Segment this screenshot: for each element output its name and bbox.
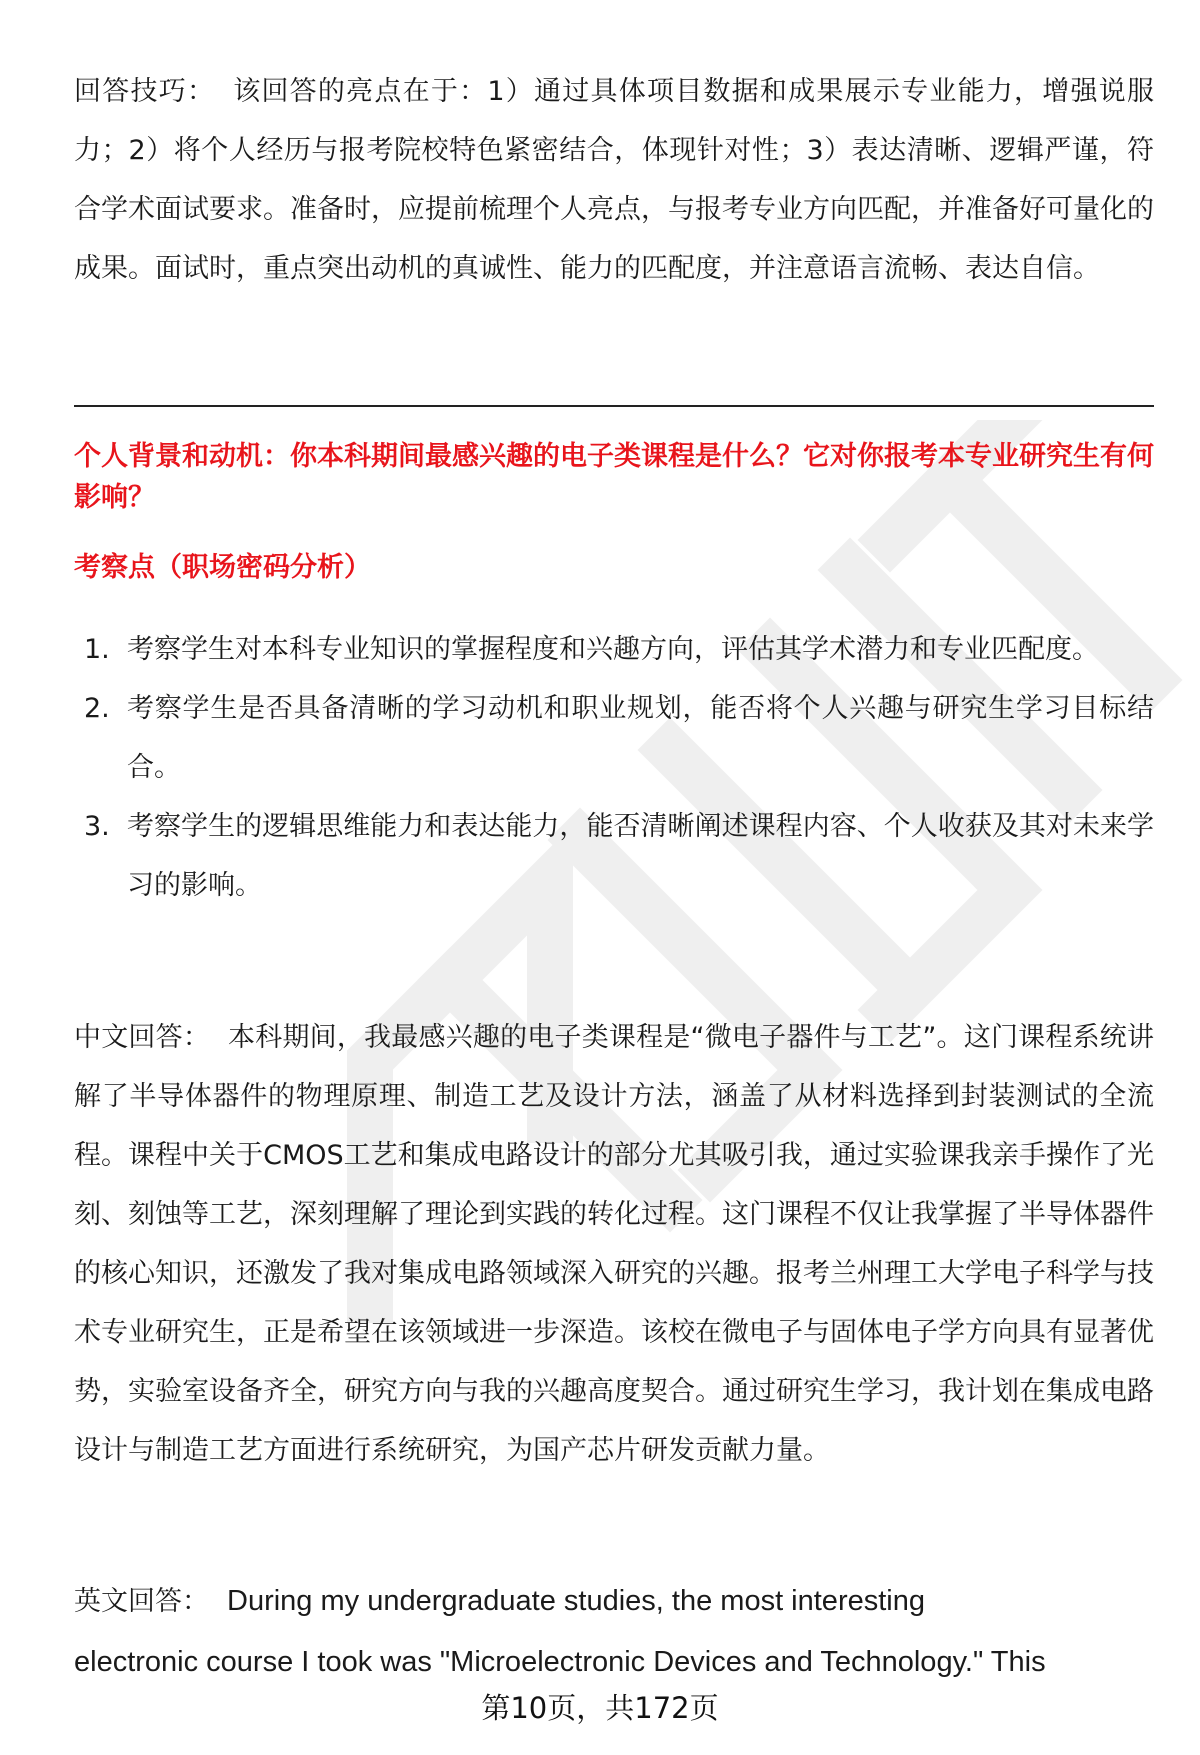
answer-tips-text: 该回答的亮点在于：1）通过具体项目数据和成果展示专业能力，增强说服力；2）将个人经历与报考院校特色紧密结合，体现针对性；3）表达清晰、逻辑严谨，符合学术面试要求。准备时，应提前梳理个人亮点，与报考专业方向匹配，并准备好可量化的成果。面试时，重点突出动机的真诚性、能力的匹配度，并注意语言流畅、表达自信。 [74,76,1155,284]
page-number-footer: 第10页，共172页 [481,1691,719,1725]
chinese-answer-label: 中文回答： [74,1022,211,1053]
assessment-point-number: 1. [84,634,110,665]
chinese-answer-paragraph [74,1008,1154,1480]
assessment-points-list [74,620,1154,915]
english-answer-text-line2: electronic course I took was "Microelectronic Devices and Technology." This [74,1646,1046,1678]
question-heading: 个人背景和动机：你本科期间最感兴趣的电子类课程是什么？它对你报考本专业研究生有何影响？ [74,441,1154,513]
assessment-point-item [74,620,1154,679]
answer-tips-paragraph [74,62,1154,298]
section-divider [74,405,1154,407]
answer-tips-section [74,62,1154,298]
assessment-point-item [74,679,1154,797]
assessment-point-text: 考察学生是否具备清晰的学习动机和职业规划，能否将个人兴趣与研究生学习目标结合。 [127,693,1154,783]
english-answer-line [74,1571,1154,1632]
english-answer-label: 英文回答： [74,1586,209,1617]
english-answer-section [74,1571,1154,1692]
answer-tips-label: 回答技巧： [74,76,216,107]
assessment-points-title: 考察点（职场密码分析） [74,552,371,583]
assessment-point-number: 3. [84,811,110,842]
chinese-answer-text: 本科期间，我最感兴趣的电子类课程是“微电子器件与工艺”。这门课程系统讲解了半导体器件的物理原理、制造工艺及设计方法，涵盖了从材料选择到封装测试的全流程。课程中关于CMOS工艺和集成电路设计的部分尤其吸引我，通过实验课我亲手操作了光刻、刻蚀等工艺，深刻理解了理论到实践的转化过程。这门课程不仅让我掌握了半导体器件的核心知识，还激发了我对集成电路领域深入研究的兴趣。报考兰州理工大学电子科学与技术专业研究生，正是希望在该领域进一步深造。该校在微电子与固体电子学方向具有显著优势，实验室设备齐全，研究方向与我的兴趣高度契合。通过研究生学习，我计划在集成电路设计与制造工艺方面进行系统研究，为国产芯片研发贡献力量。 [74,1022,1154,1466]
chinese-answer-section [74,1008,1154,1480]
assessment-point-text: 考察学生的逻辑思维能力和表达能力，能否清晰阐述课程内容、个人收获及其对未来学习的影响。 [127,811,1154,901]
assessment-point-text: 考察学生对本科专业知识的掌握程度和兴趣方向，评估其学术潜力和专业匹配度。 [127,634,1099,665]
english-answer-text-line1: During my undergraduate studies, the most interesting [227,1585,925,1617]
assessment-point-item [74,797,1154,915]
assessment-point-number: 2. [84,693,110,724]
